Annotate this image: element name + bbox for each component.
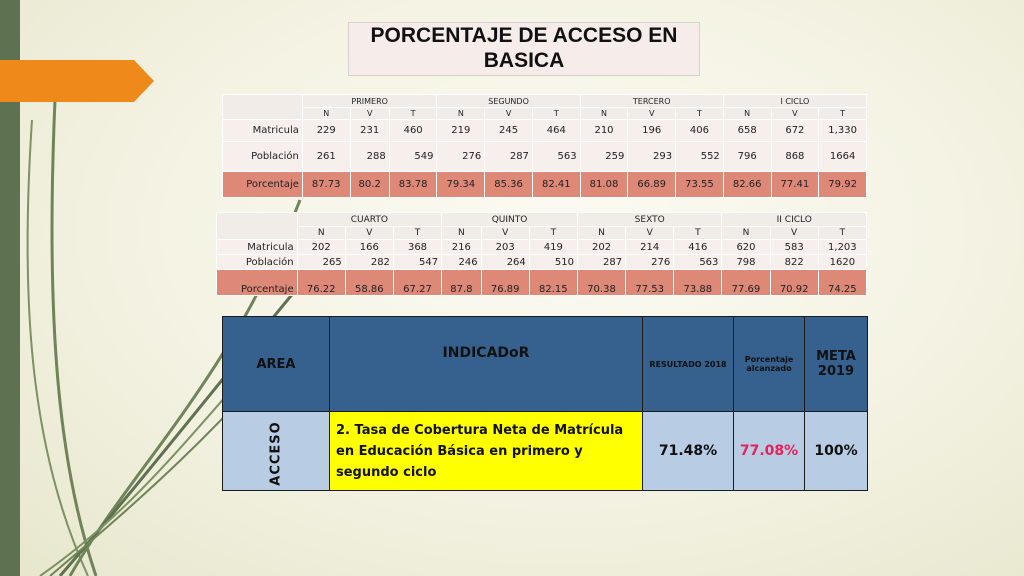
row-label: Porcentaje — [223, 172, 303, 198]
group-header: II CICLO — [722, 213, 867, 227]
table-cell: 265 — [297, 255, 345, 270]
table-cell: 231 — [350, 120, 389, 142]
table-cell: 583 — [770, 240, 818, 255]
table-primer-ciclo — [222, 94, 867, 198]
group-header: TERCERO — [580, 95, 723, 108]
row-label: Población — [223, 142, 303, 172]
table-cell: 87.73 — [302, 172, 350, 198]
table-cell: 658 — [723, 120, 771, 142]
table-cell: 87.8 — [442, 270, 482, 296]
group-header: SEGUNDO — [437, 95, 580, 108]
table-cell: 210 — [580, 120, 628, 142]
table-cell: 66.89 — [628, 172, 676, 198]
table-cell: 552 — [676, 142, 724, 172]
table-cell: 219 — [437, 120, 485, 142]
row-label: Población — [217, 255, 298, 270]
table-cell: 245 — [485, 120, 533, 142]
table-cell: 1620 — [818, 255, 866, 270]
table-cell: 796 — [723, 142, 771, 172]
group-header: I CICLO — [723, 95, 866, 108]
sub-header: V — [345, 227, 393, 240]
group-header: PRIMERO — [302, 95, 437, 108]
group-header: SEXTO — [577, 213, 721, 227]
orange-arrow-shape — [0, 60, 154, 102]
table-cell: 406 — [676, 120, 724, 142]
table-cell: 67.27 — [393, 270, 441, 296]
table-cell: 76.89 — [481, 270, 529, 296]
table-cell: 73.88 — [674, 270, 722, 296]
sub-header: T — [674, 227, 722, 240]
area-label: ACCESO — [268, 420, 284, 486]
page-title: PORCENTAJE DE ACCESO EN BASICA — [348, 22, 700, 76]
table-cell: 229 — [302, 120, 350, 142]
sub-header: N — [580, 108, 628, 120]
table-cell: 264 — [481, 255, 529, 270]
porcentaje-value: 77.08% — [734, 412, 805, 491]
sub-header: T — [818, 227, 866, 240]
sub-header: T — [389, 108, 437, 120]
table-cell: 563 — [674, 255, 722, 270]
table-cell: 368 — [393, 240, 441, 255]
sub-header: V — [628, 108, 676, 120]
table-cell: 77.41 — [771, 172, 819, 198]
sub-header: T — [529, 227, 577, 240]
table-cell: 74.25 — [818, 270, 866, 296]
header-meta: META 2019 — [805, 317, 868, 412]
table-cell: 293 — [628, 142, 676, 172]
sub-header: V — [485, 108, 533, 120]
table-cell: 85.36 — [485, 172, 533, 198]
sub-header: N — [437, 108, 485, 120]
table-cell: 276 — [626, 255, 674, 270]
sub-header: V — [481, 227, 529, 240]
sub-header: N — [442, 227, 482, 240]
sub-header: N — [297, 227, 345, 240]
table-cell: 82.66 — [723, 172, 771, 198]
table-cell: 1664 — [819, 142, 867, 172]
table-cell: 510 — [529, 255, 577, 270]
resultado-value: 71.48% — [643, 412, 734, 491]
header-porcentaje: Porcentaje alcanzado — [734, 317, 805, 412]
table-cell: 70.38 — [577, 270, 625, 296]
table-cell: 203 — [481, 240, 529, 255]
table-cell: 246 — [442, 255, 482, 270]
table-cell: 77.69 — [722, 270, 770, 296]
table-cell: 214 — [626, 240, 674, 255]
sub-header: T — [819, 108, 867, 120]
table-cell: 822 — [770, 255, 818, 270]
table-cell: 276 — [437, 142, 485, 172]
sub-header: V — [771, 108, 819, 120]
table-cell: 79.34 — [437, 172, 485, 198]
sub-header: N — [302, 108, 350, 120]
table-cell: 287 — [577, 255, 625, 270]
table-cell: 460 — [389, 120, 437, 142]
table-cell: 868 — [771, 142, 819, 172]
table-cell: 202 — [577, 240, 625, 255]
group-header: CUARTO — [297, 213, 441, 227]
table-cell: 547 — [393, 255, 441, 270]
indicator-table — [222, 316, 868, 491]
row-label: Porcentaje — [217, 270, 298, 296]
table-cell: 216 — [442, 240, 482, 255]
header-resultado: RESULTADO 2018 — [643, 317, 734, 412]
sub-header: N — [577, 227, 625, 240]
row-label: Matricula — [223, 120, 303, 142]
table-cell: 287 — [485, 142, 533, 172]
table-cell: 81.08 — [580, 172, 628, 198]
table-cell: 1,203 — [818, 240, 866, 255]
sub-header: V — [770, 227, 818, 240]
table-cell: 76.22 — [297, 270, 345, 296]
group-header: QUINTO — [442, 213, 578, 227]
meta-value: 100% — [805, 412, 868, 491]
table-cell: 620 — [722, 240, 770, 255]
table-cell: 73.55 — [676, 172, 724, 198]
table-cell: 83.78 — [389, 172, 437, 198]
header-area: AREA — [223, 317, 330, 412]
table-cell: 261 — [302, 142, 350, 172]
table-cell: 563 — [532, 142, 580, 172]
row-label: Matricula — [217, 240, 298, 255]
table-cell: 79.92 — [819, 172, 867, 198]
table-cell: 549 — [389, 142, 437, 172]
table-cell: 80.2 — [350, 172, 389, 198]
table-cell: 166 — [345, 240, 393, 255]
table-cell: 464 — [532, 120, 580, 142]
table-cell: 798 — [722, 255, 770, 270]
sub-header: V — [626, 227, 674, 240]
table-cell: 282 — [345, 255, 393, 270]
indicator-text: 2. Tasa de Cobertura Neta de Matrícula en Educación Básica en primero y segundo ciclo — [330, 412, 643, 491]
table-cell: 202 — [297, 240, 345, 255]
table-cell: 77.53 — [626, 270, 674, 296]
sub-header: T — [676, 108, 724, 120]
table-cell: 1,330 — [819, 120, 867, 142]
table-cell: 419 — [529, 240, 577, 255]
sub-header: T — [393, 227, 441, 240]
area-cell — [223, 412, 330, 491]
table-cell: 288 — [350, 142, 389, 172]
sub-header: N — [722, 227, 770, 240]
sub-header: T — [532, 108, 580, 120]
table-cell: 82.41 — [532, 172, 580, 198]
sub-header: N — [723, 108, 771, 120]
sub-header: V — [350, 108, 389, 120]
table-cell: 70.92 — [770, 270, 818, 296]
table-cell: 672 — [771, 120, 819, 142]
table-cell: 259 — [580, 142, 628, 172]
table-cell: 416 — [674, 240, 722, 255]
table-cell: 82.15 — [529, 270, 577, 296]
table-cell: 58.86 — [345, 270, 393, 296]
header-indicador: INDICADoR — [330, 317, 643, 412]
table-segundo-ciclo — [216, 212, 867, 296]
table-cell: 196 — [628, 120, 676, 142]
